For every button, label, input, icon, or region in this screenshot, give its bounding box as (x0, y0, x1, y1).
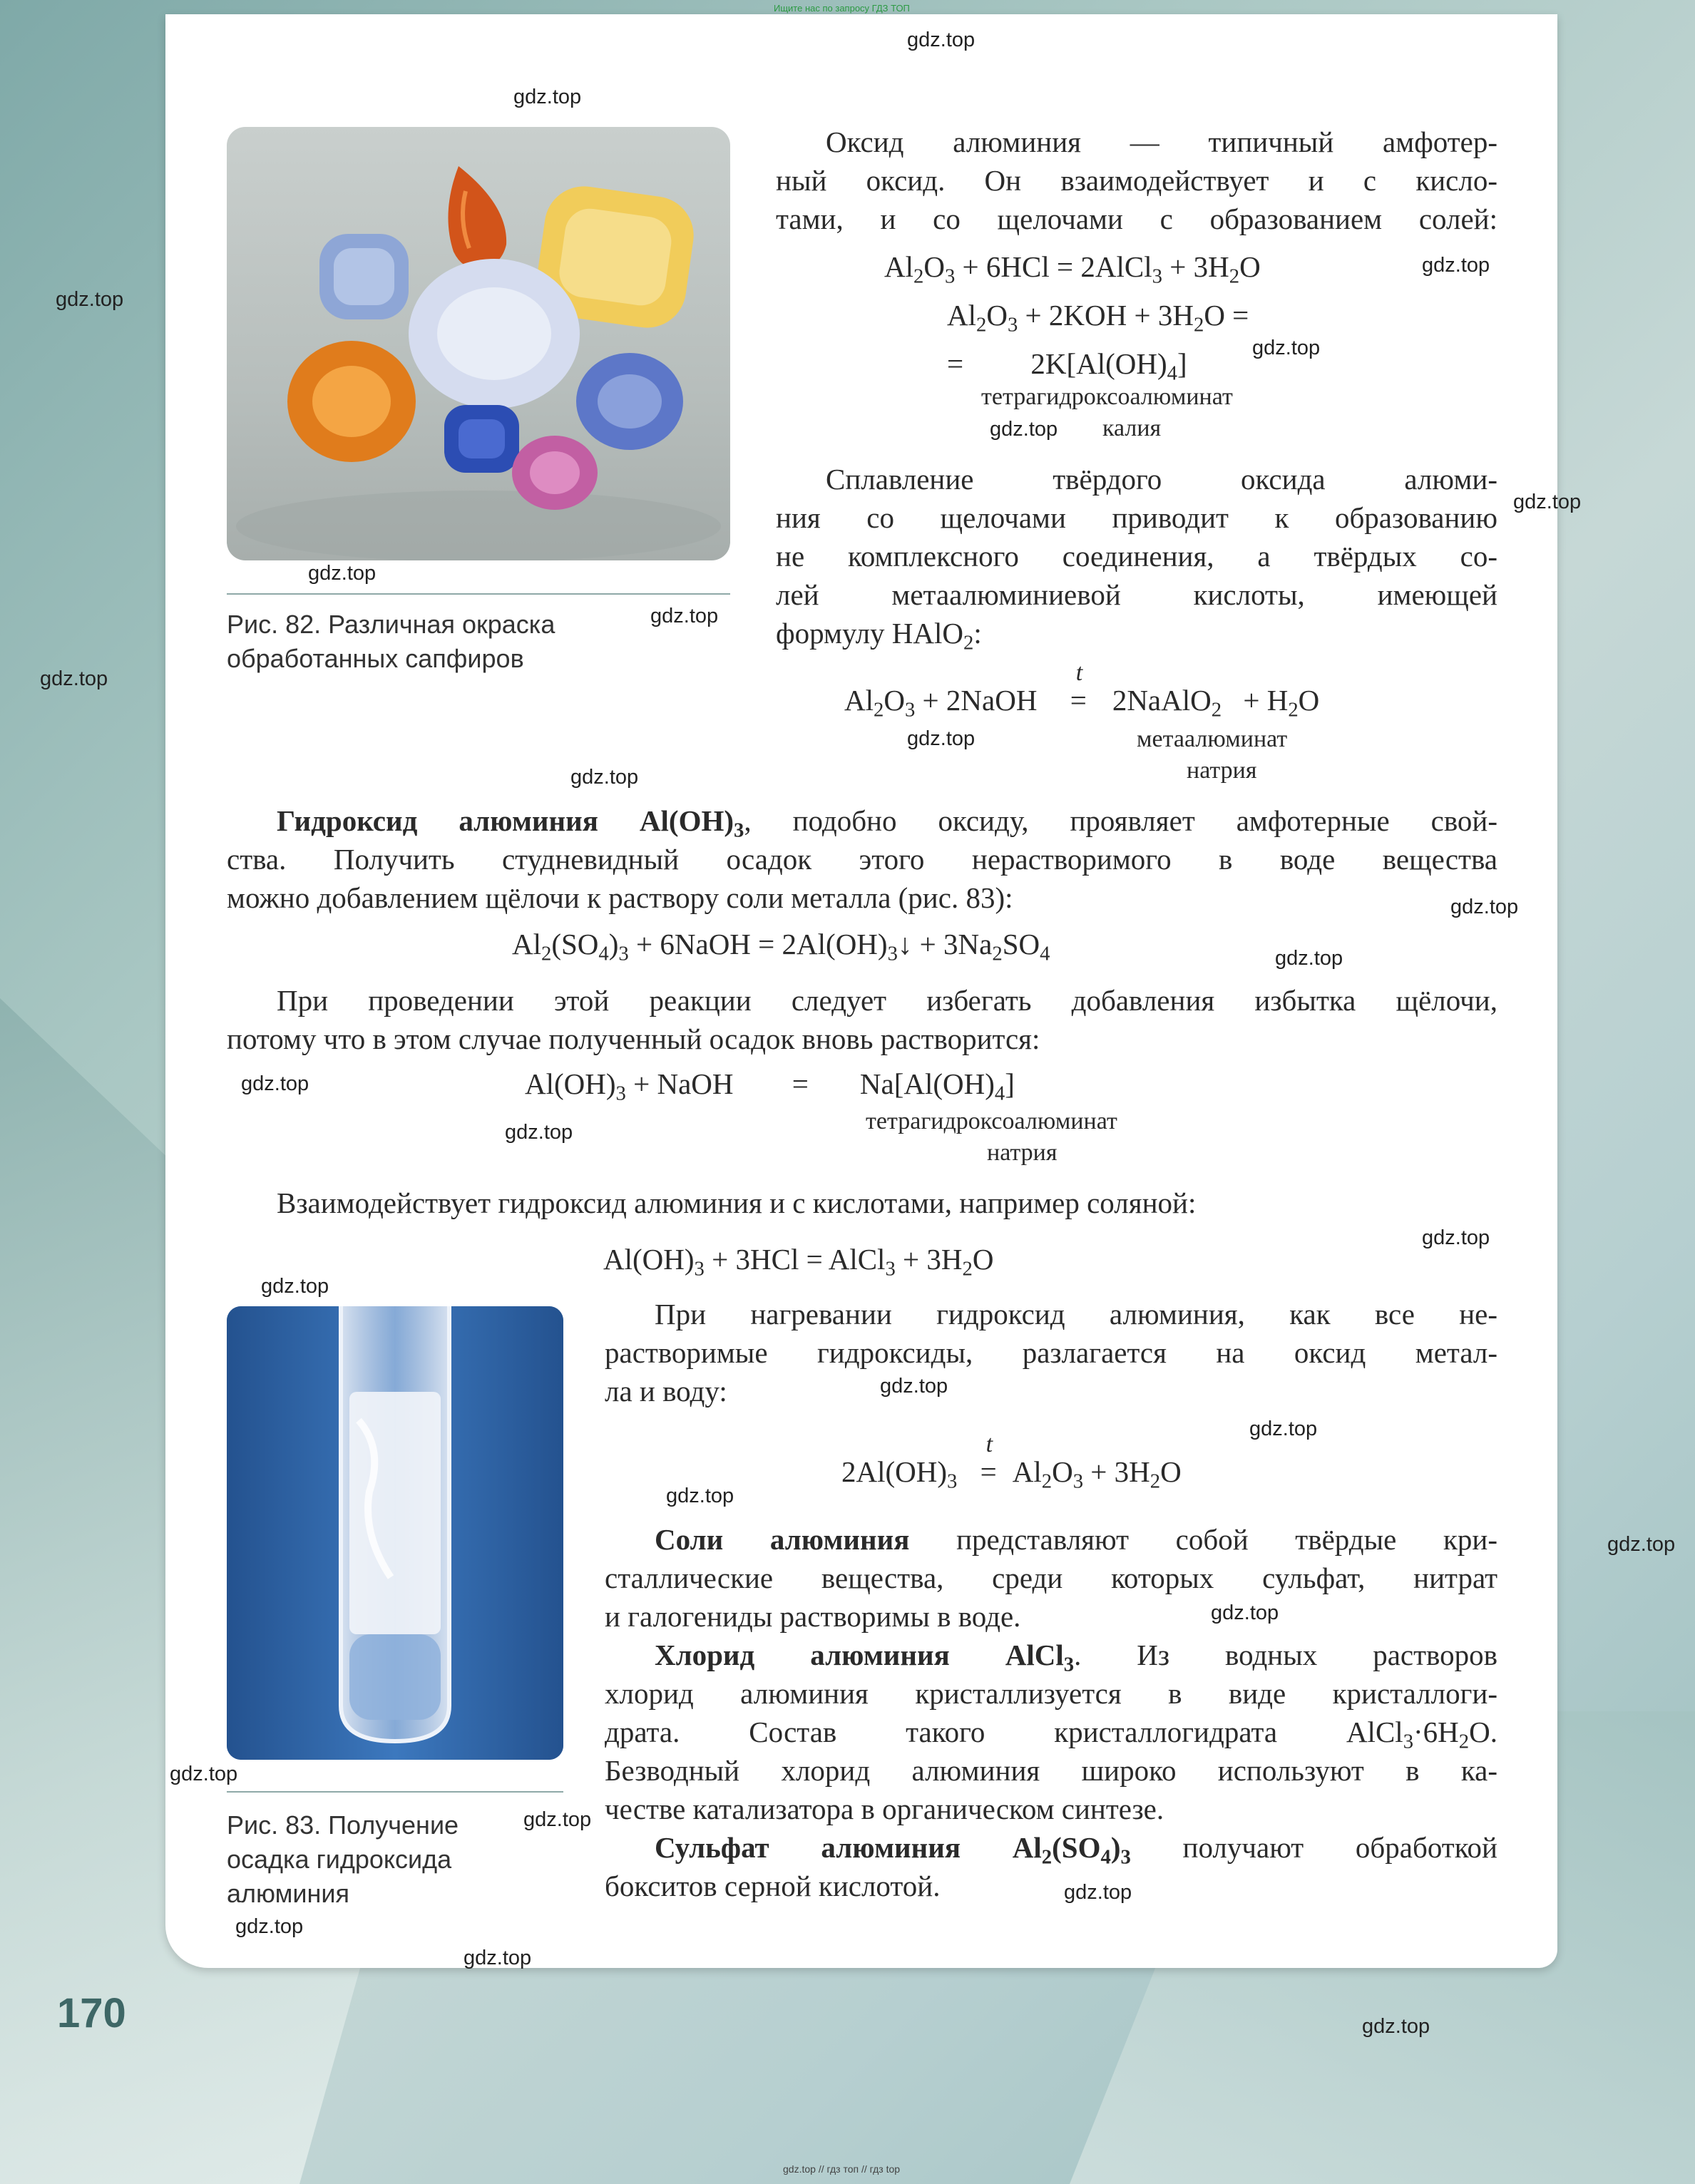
p2-line3: не комплексного соединения, а твёрдых со- (776, 540, 1497, 573)
caption1-line2: обработанных сапфиров (227, 644, 524, 673)
eq6-name-line1: тетрагидроксоалюминат (866, 1108, 1117, 1134)
p4-line2: потому что в этом случае полученный осадок вновь растворится: (227, 1022, 1040, 1055)
p7-line3: и галогениды растворимы в воде. (605, 1600, 1021, 1633)
caption1-line1: Рис. 82. Различная окраска (227, 610, 555, 639)
watermark: gdz.top (308, 562, 377, 585)
caption2-rule (227, 1791, 563, 1793)
equation-2: $Al_2O_3 + 2KOH + 3H_2O$ = (947, 299, 1249, 337)
eq3-name-line1: тетрагидроксоалюминат (981, 384, 1233, 410)
watermark: gdz.top (990, 418, 1058, 441)
p3-line2: ства. Получить студневидный осадок этого нерастворимого в воде вещества (227, 843, 1497, 876)
p9-line2: бокситов серной кислотой. (605, 1870, 941, 1902)
watermark: gdz.top (570, 766, 639, 789)
watermark: gdz.top (464, 1947, 532, 1969)
caption1-rule (227, 593, 730, 595)
p8-line4: Безводный хлорид алюминия широко используют в ка- (605, 1754, 1497, 1787)
p1-line1: Оксид алюминия — типичный амфотер- (826, 125, 1497, 158)
equation-7: $Al(OH)_3 + 3HCl$ = AlCl$_3$ + $3H_2O$ (603, 1243, 994, 1281)
paragraph-acid-reaction (277, 1184, 1497, 1222)
footer-note: gdz.top // гдз топ // гдз top (783, 2163, 901, 2175)
eq3-name-line2: калия (1102, 415, 1162, 441)
p2-line4: лей метаалюминиевой кислоты, имеющей (776, 578, 1497, 611)
watermark: gdz.top (1422, 1226, 1490, 1249)
equation-8: $2Al(OH)_3$ t = $Al_2O_3 + 3H_2O$ (841, 1431, 1182, 1493)
figure-83-caption (227, 1808, 526, 1911)
p3-line1: Гидроксид алюминия $Al(OH)_3$, подобно оксиду, проявляет амфотерные свой- (277, 804, 1498, 842)
p3-line3: можно добавлением щёлочи к раствору соли металла (рис. 83): (227, 881, 1013, 914)
watermark: gdz.top (1422, 254, 1490, 277)
p8-line1: Хлорид алюминия AlCl$_3$. Из водных растворов (655, 1639, 1497, 1676)
p6-line3: ла и воду: (605, 1375, 727, 1408)
paragraph-excess-alkali (227, 981, 1497, 1058)
watermark: gdz.top (907, 29, 975, 51)
p5-line1: Взаимодействует гидроксид алюминия и с кислотами, например соляной: (277, 1186, 1197, 1219)
paragraph-salts (605, 1520, 1497, 1636)
caption2-line3: алюминия (227, 1879, 349, 1908)
watermark: gdz.top (1064, 1881, 1132, 1904)
watermark: gdz.top (1450, 896, 1519, 918)
page-number: 170 (57, 1990, 126, 2036)
top-note: Ищите нас по запросу ГДЗ ТОП (774, 3, 910, 14)
watermark: gdz.top (650, 605, 719, 627)
p1-line2: ный оксид. Он взаимодействует и с кисло- (776, 164, 1497, 197)
equation-4: $Al_2O_3$ + 2NaOH t = 2NaAlO$_2$ + $H_2O$ (844, 660, 1320, 722)
watermark: gdz.top (1252, 337, 1321, 359)
watermark: gdz.top (1607, 1533, 1676, 1556)
p8-line2: хлорид алюминия кристаллизуется в виде кристаллоги- (605, 1677, 1497, 1710)
p2-line5: формулу HAlO$_2$: (776, 617, 982, 655)
paragraph-chloride (605, 1636, 1497, 1828)
watermark: gdz.top (235, 1915, 304, 1938)
paragraph-fusion (776, 460, 1497, 655)
caption2-line1: Рис. 83. Получение (227, 1810, 459, 1840)
watermark: gdz.top (1362, 2015, 1430, 2038)
watermark: gdz.top (1249, 1417, 1318, 1440)
watermark: gdz.top (56, 288, 124, 311)
watermark: gdz.top (1275, 947, 1343, 970)
eq4-name-line1: метаалюминат (1137, 726, 1288, 752)
p6-line1: При нагревании гидроксид алюминия, как все не- (655, 1298, 1497, 1331)
equation-5: $Al_2(SO_4)_3$ + 6NaOH = $2Al(OH)_3↓ + 3Na_2SO_4$ (512, 928, 1050, 965)
watermark: gdz.top (241, 1072, 309, 1095)
p8-line3: драта. Состав такого кристаллогидрата $AlCl_3\cdot 6H_2O$. (605, 1716, 1497, 1753)
watermark: gdz.top (261, 1275, 329, 1298)
watermark: gdz.top (505, 1121, 573, 1144)
test-tube-illustration (227, 1306, 563, 1760)
p1-line3: тами, и со щелочами с образованием солей: (776, 202, 1497, 235)
watermark: gdz.top (907, 727, 975, 750)
p2-line2: ния со щелочами приводит к образованию (776, 501, 1497, 534)
equation-3: = $2K[Al(OH)_4]$ (947, 347, 1187, 385)
p7-line2: сталлические вещества, среди которых сульфат, нитрат (605, 1562, 1497, 1594)
paragraph-oxide-intro (776, 123, 1497, 238)
watermark: gdz.top (1513, 491, 1582, 513)
sapphires-photo (227, 127, 730, 560)
paragraph-sulfate (605, 1828, 1497, 1905)
paragraph-heating (605, 1295, 1497, 1410)
watermark: gdz.top (880, 1375, 948, 1398)
eq4-name-line2: натрия (1187, 757, 1257, 784)
p6-line2: растворимые гидроксиды, разлагается на оксид метал- (605, 1336, 1497, 1369)
equation-1: $Al_2O_3 + 6HCl$ = 2AlCl$_3$ + $3H_2O$ (884, 250, 1261, 288)
caption2-line2: осадка гидроксида (227, 1845, 452, 1874)
watermark: gdz.top (1211, 1601, 1279, 1624)
watermark: gdz.top (170, 1763, 238, 1785)
p8-line5: честве катализатора в органическом синтезе. (605, 1793, 1164, 1825)
p7-line1: Соли алюминия представляют собой твёрдые кри- (655, 1523, 1497, 1556)
equation-6: $Al(OH)_3$ + NaOH = $Na[Al(OH)_4]$ (525, 1067, 1015, 1105)
test-tube-photo (227, 1306, 563, 1760)
watermark: gdz.top (40, 667, 108, 690)
watermark: gdz.top (523, 1808, 592, 1831)
watermark: gdz.top (513, 86, 582, 108)
sapphires-illustration (227, 127, 730, 560)
p9-line1: Сульфат алюминия $Al_2(SO_4)_3$ получают обработкой (655, 1831, 1498, 1869)
p2-line1: Сплавление твёрдого оксида алюми- (826, 463, 1497, 496)
figure-82-caption (227, 607, 626, 676)
paragraph-hydroxide (227, 801, 1497, 917)
p4-line1: При проведении этой реакции следует избегать добавления избытка щёлочи, (277, 984, 1497, 1017)
eq6-name-line2: натрия (987, 1139, 1058, 1166)
watermark: gdz.top (666, 1485, 734, 1507)
